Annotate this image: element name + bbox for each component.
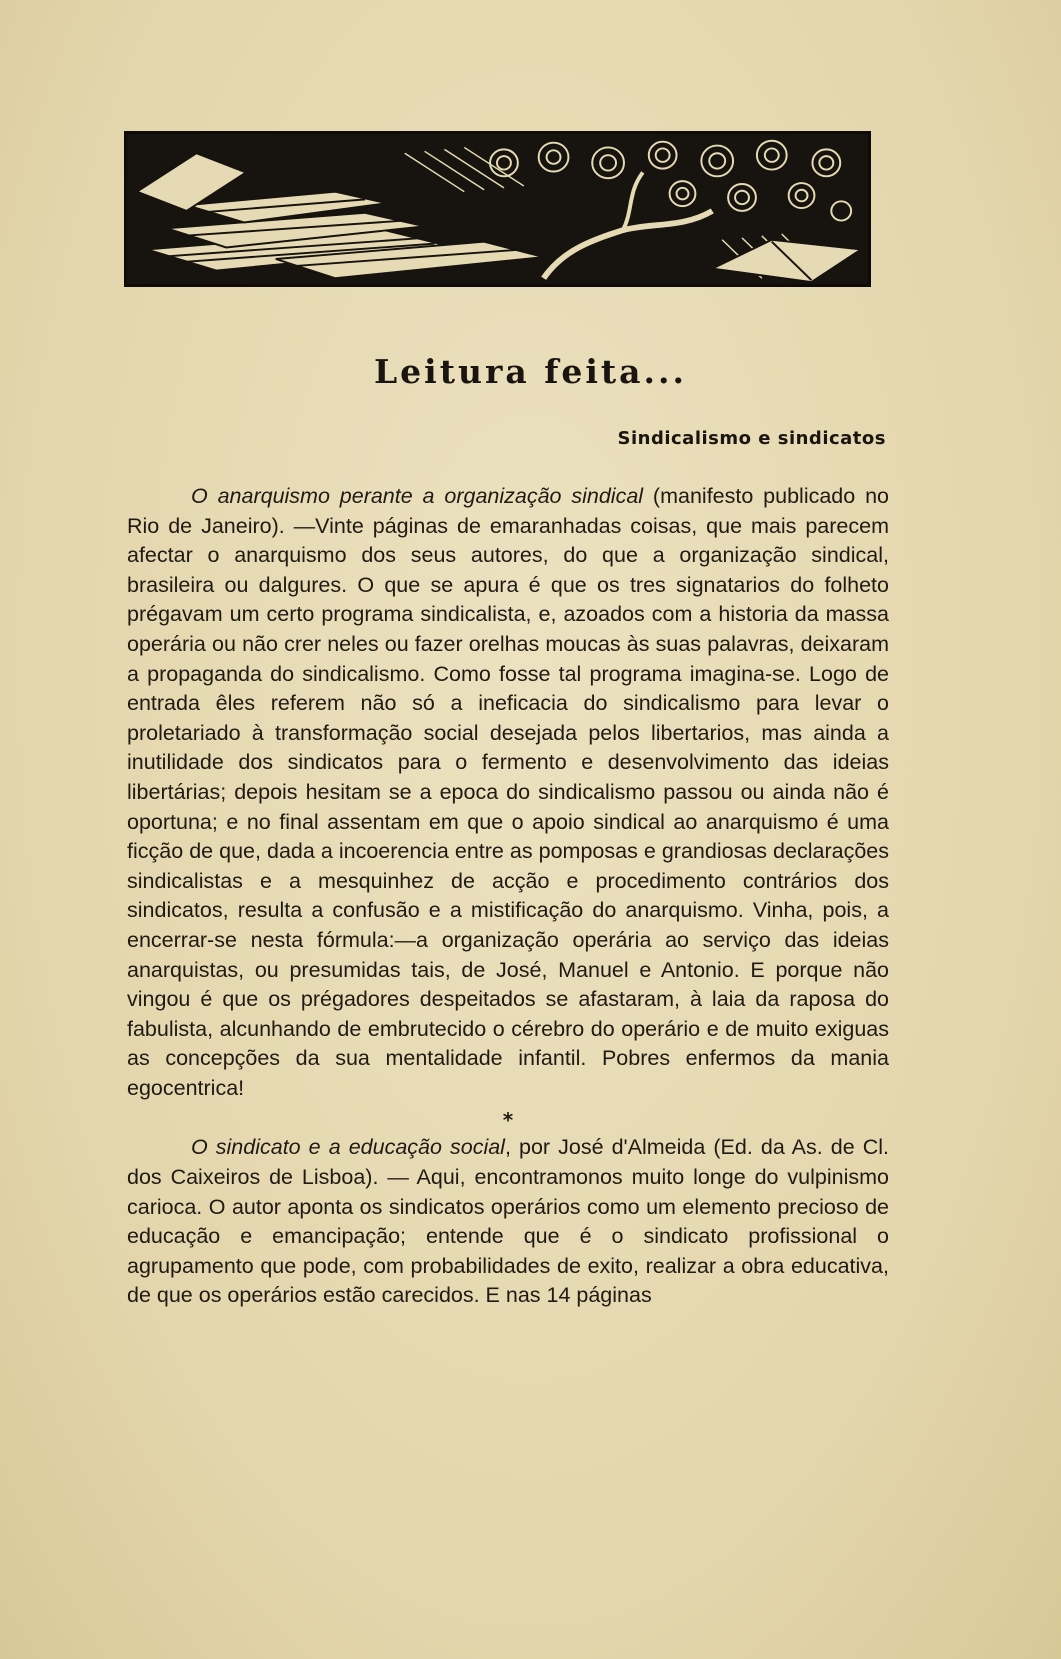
- books-and-roses-engraving: [127, 134, 868, 284]
- decorative-banner-illustration: [124, 131, 871, 287]
- page-title: Leitura feita...: [373, 352, 688, 391]
- review-paragraph-1: [127, 482, 889, 1103]
- review-1-text: (manifesto publicado no Rio de Janeiro). —Vinte páginas de emaranhadas coisas, que mais parecem afectar o anarquismo dos seus autores, do que a organização sindical, brasileira ou dalgures. O que se apura é que os tres signatarios do folheto prégavam um certo programa sindicalista, e, azoados com a historia da massa operária ou não crer neles ou fazer orelhas moucas às suas palavras, deixaram a propaganda do sindicalismo. Como fosse tal programa imagina-se. Logo de entrada êles referem não só a ineficacia do sindicalismo para levar o proletariado à transformação social desejada pelos libertarios, mas ainda a inutilidade dos sindicatos para o fermento e desenvolvimento das ideias libertárias; depois hesitam se a epoca do sindicalismo passou ou ainda não é oportuna; e no final assentam em que o apoio sindical ao anarquismo é uma ficção de que, dada a incoerencia entre as pomposas e grandiosas declarações sindicalistas e a mesquinhez de acção e procedimento contrários dos sindicatos, resulta a confusão e a mistificação do anarquismo. Vinha, pois, a encerrar-se nesta fórmula:—a organização operária ao serviço das ideias anarquistas, ou presumidas tais, de José, Manuel e Antonio. E porque não vingou é que os prégadores despeitados se afastaram, à laia da raposa do fabulista, alcunhando de embrutecido o cérebro do operário e de muito exiguas as concepções da sua mentalidade infantil. Pobres enfermos da mania egocentrica!: [127, 484, 889, 1100]
- review-2-text: , por José d'Almeida (Ed. da As. de Cl. dos Caixeiros de Lisboa). — Aqui, encontramonos muito longe do vulpinismo carioca. O autor aponta os sindicatos operários como um elemento precioso de educação e emancipação; entende que é o sindicato profissional o agrupamento que pode, com probabilidades de exito, realizar a obra educativa, de que os operários estão carecidos. E nas 14 páginas: [127, 1135, 889, 1308]
- review-1-book-title: O anarquismo perante a organização sindical: [191, 484, 644, 508]
- section-separator: *: [502, 1108, 514, 1133]
- review-2-book-title: O sindicato e a educação social: [191, 1135, 505, 1160]
- article-body: [127, 482, 889, 1311]
- review-paragraph-2: [127, 1133, 889, 1311]
- section-subtitle: Sindicalismo e sindicatos: [617, 428, 886, 449]
